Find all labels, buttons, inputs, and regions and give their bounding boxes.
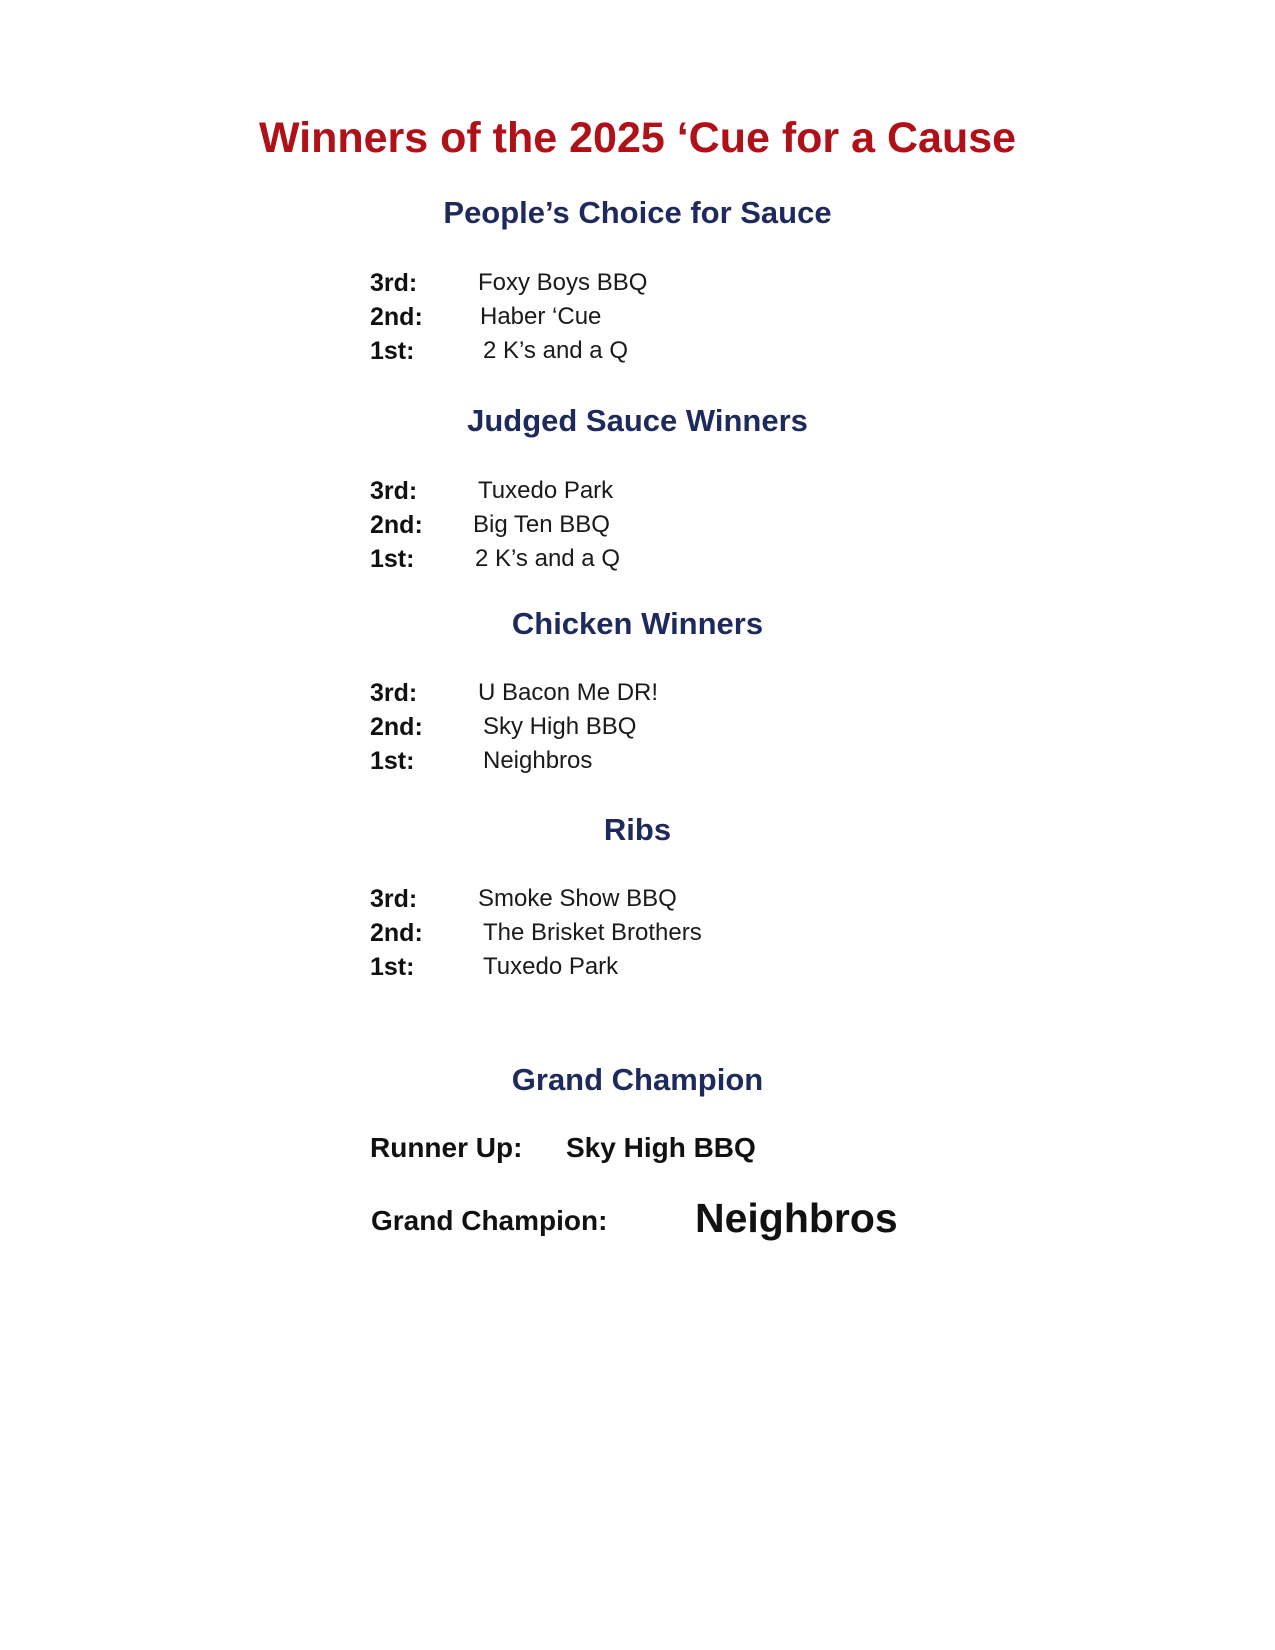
team-name: Big Ten BBQ (473, 511, 610, 538)
team-name: 2 K’s and a Q (483, 337, 628, 364)
result-row (370, 300, 970, 334)
rank-label: 3rd: (370, 885, 418, 913)
result-row (370, 542, 970, 576)
team-name: Neighbros (483, 747, 593, 774)
result-row (370, 508, 970, 542)
section-heading-chicken: Chicken Winners (511, 606, 764, 641)
team-name: The Brisket Brothers (483, 919, 702, 946)
section-heading-ribs: Ribs (603, 812, 672, 847)
runner-up-label: Runner Up: (370, 1132, 523, 1163)
result-row (370, 950, 970, 984)
grand-champion-team: Neighbros (695, 1195, 898, 1241)
section-heading-peoples-choice: People’s Choice for Sauce (443, 195, 832, 230)
result-row (370, 744, 970, 778)
rank-label: 2nd: (370, 303, 423, 331)
rank-label: 1st: (370, 953, 415, 981)
rank-label: 1st: (370, 747, 415, 775)
team-name: Haber ‘Cue (480, 303, 602, 330)
result-row (370, 676, 970, 710)
team-name: Smoke Show BBQ (478, 885, 677, 912)
section-heading-judged-sauce: Judged Sauce Winners (467, 403, 808, 438)
team-name: U Bacon Me DR! (478, 679, 659, 706)
team-name: 2 K’s and a Q (475, 545, 620, 572)
team-name: Foxy Boys BBQ (478, 269, 648, 296)
grand-champion-label: Grand Champion: (371, 1205, 608, 1236)
result-row (370, 882, 970, 916)
runner-up-team: Sky High BBQ (566, 1132, 756, 1163)
result-row (370, 710, 970, 744)
result-row (370, 916, 970, 950)
rank-label: 1st: (370, 545, 415, 573)
rank-label: 2nd: (370, 919, 423, 947)
result-row (370, 474, 970, 508)
rank-label: 2nd: (370, 713, 423, 741)
section-heading-grand-champion: Grand Champion (511, 1062, 764, 1097)
rank-label: 3rd: (370, 269, 418, 297)
rank-label: 3rd: (370, 477, 418, 505)
team-name: Sky High BBQ (483, 713, 637, 740)
team-name: Tuxedo Park (483, 953, 619, 980)
rank-label: 2nd: (370, 511, 423, 539)
result-row (370, 334, 970, 368)
result-row (370, 266, 970, 300)
rank-label: 3rd: (370, 679, 418, 707)
rank-label: 1st: (370, 337, 415, 365)
page-title: Winners of the 2025 ‘Cue for a Cause (258, 114, 1017, 162)
team-name: Tuxedo Park (478, 477, 614, 504)
